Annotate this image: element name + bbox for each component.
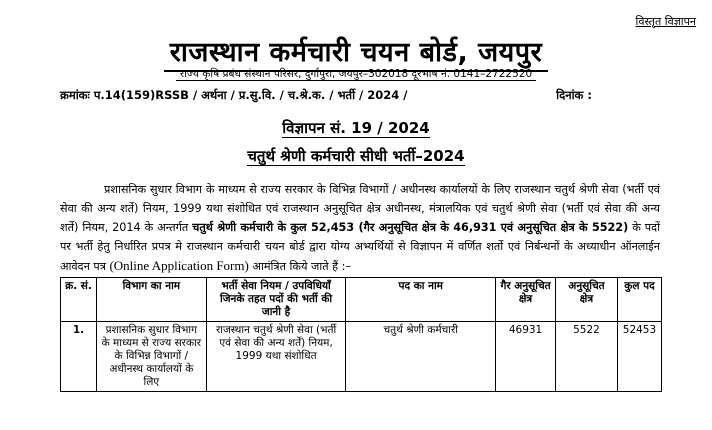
paragraph-text-2: के पदों पर भर्ती हेतु निर्धारित प्रपत्र मे राजस्थान कर्मचारी चयन बोर्ड द्वारा योग्य अभ्यर्थियों से विज्ञापन में वर्णित शर्तो एवं निर्बन्धनों के अध्याधीन ऑनलाईन आवेदन पत्र — [60, 221, 660, 273]
advertisement-subject-text: चतुर्थ श्रेणी कर्मचारी सीधी भर्ती–2024 — [247, 147, 465, 165]
cell-post: चतुर्थ श्रेणी कर्मचारी — [346, 322, 496, 392]
col-header-rules: भर्ती सेवा नियम / उपविधियाँ जिनके तहत पदों की भर्ती की जानी है — [206, 278, 346, 322]
table-header-row — [61, 278, 662, 322]
table-row — [61, 322, 662, 392]
reference-number: क्रमांकः प.14(159)RSSB / अर्थना / प्र.सु.वि. / च.श्रे.क. / भर्ती / 2024 / — [60, 88, 408, 102]
cell-total: 52453 — [617, 322, 661, 392]
col-header-scheduled: अनुसूचित क्षेत्र — [556, 278, 618, 322]
col-header-dept: विभाग का नाम — [96, 278, 206, 322]
advertisement-number-text: विज्ञापन सं. 19 / 2024 — [282, 119, 430, 137]
advertisement-subject — [0, 146, 712, 166]
board-title — [0, 32, 712, 69]
intro-paragraph — [60, 180, 660, 276]
paragraph-english: (Online Application Form) — [109, 258, 249, 273]
paragraph-bold-posts: चतुर्थ श्रेणी कर्मचारी के कुल 52,453 (गैर अनुसूचित क्षेत्र के 46,931 एवं अनुसूचित क्षेत्र के 5522) — [192, 221, 629, 234]
advertisement-number — [0, 118, 712, 138]
detailed-advertisement-tag: विस्तृत विज्ञापन — [635, 15, 696, 28]
paragraph-text-3: आमंत्रित किये जाते हैं :– — [248, 260, 352, 273]
col-header-sno: क्र. सं. — [61, 278, 97, 322]
posts-table — [60, 277, 662, 392]
col-header-total: कुल पद — [617, 278, 661, 322]
cell-sno: 1. — [61, 322, 97, 392]
col-header-post: पद का नाम — [346, 278, 496, 322]
reference-row — [60, 88, 592, 103]
board-address — [0, 67, 712, 81]
board-address-text: राज्य कृषि प्रबंध संस्थान परिसर, दुर्गापुरा, जयपुर–302018 दूरभाष नं. 0141–2722520 — [176, 68, 536, 81]
cell-rules: राजस्थान चतुर्थ श्रेणी सेवा (भर्ती एवं सेवा की अन्य शर्तें) नियम, 1999 यथा संशोधित — [206, 322, 346, 392]
paragraph-text-1: प्रशासनिक सुधार विभाग के माध्यम से राज्य सरकार के विभिन्न विभागों / अधीनस्थ कार्यालयों के लिए राजस्थान चतुर्थ श्रेणी सेवा (भर्ती एवं सेवा की अन्य शर्ते) नियम, 1999 यथा संशोधित एवं राजस्थान अनुसूचित क्षेत्र अधीनस्थ, मंत्रालयिक एवं चतुर्थ श्रेणी सेवा (भर्ती एवं सेवा की अन्य शर्ते) नियम, 2014 के अन्तर्गत — [60, 183, 660, 234]
col-header-non-scheduled: गैर अनुसूचित क्षेत्र — [496, 278, 556, 322]
cell-dept: प्रशासनिक सुधार विभाग के माध्यम से राज्य सरकार के विभिन्न विभागों / अधीनस्थ कार्यालयों के लिए — [96, 322, 206, 392]
cell-scheduled: 5522 — [556, 322, 618, 392]
board-title-text: राजस्थान कर्मचारी चयन बोर्ड, जयपुर — [164, 37, 548, 72]
date-label: दिनांक : — [556, 88, 592, 102]
cell-non-scheduled: 46931 — [496, 322, 556, 392]
